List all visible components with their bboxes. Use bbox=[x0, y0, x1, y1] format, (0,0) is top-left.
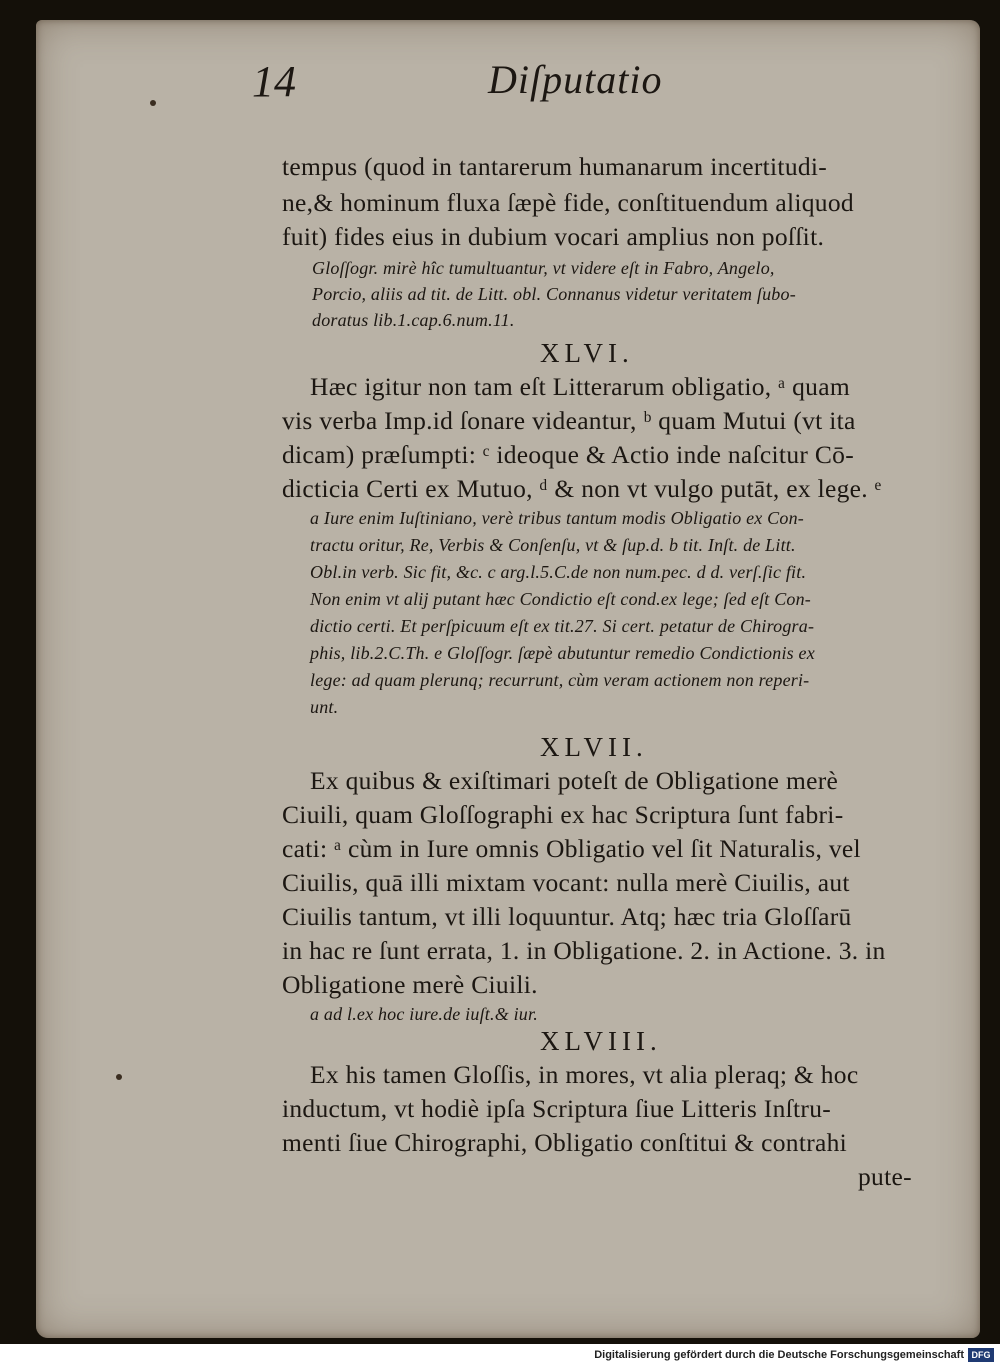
text-line: Ciuili, quam Gloſſographi ex hac Scriptura ſunt fabri- bbox=[282, 800, 844, 829]
footnote-line: a Iure enim Iuſtiniano, verè tribus tantum modis Obligatio ex Con- bbox=[310, 508, 804, 528]
text-line: Ciuilis, quā illi mixtam vocant: nulla merè Ciuilis, aut bbox=[282, 868, 850, 897]
text-line: dicticia Certi ex Mutuo, ᵈ & non vt vulgo putāt, ex lege. ᵉ bbox=[282, 474, 882, 503]
text-line: Ex his tamen Gloſſis, in mores, vt alia pleraq; & hoc bbox=[310, 1060, 859, 1089]
text-line: fuit) fides eius in dubium vocari amplius non poſſit. bbox=[282, 222, 825, 251]
footnote-line: tractu oritur, Re, Verbis & Conſenſu, vt & ſup.d. b tit. Inſt. de Litt. bbox=[310, 535, 796, 555]
footnote-line: doratus lib.1.cap.6.num.11. bbox=[312, 310, 515, 330]
footnote-line: dictio certi. Et perſpicuum eſt ex tit.27. Si cert. petatur de Chirogra- bbox=[310, 616, 815, 636]
catchword: pute- bbox=[858, 1162, 912, 1191]
footnote-line: Non enim vt alij putant hæc Condictio eſt cond.ex lege; ſed eſt Con- bbox=[310, 589, 811, 609]
text-line: tempus (quod in tantarerum humanarum incertitudi- bbox=[282, 152, 828, 181]
text-line: Ciuilis tantum, vt illi loquuntur. Atq; hæc tria Gloſſarū bbox=[282, 902, 852, 931]
text-line: dicam) præſumpti: ᶜ ideoque & Actio inde naſcitur Cō- bbox=[282, 440, 854, 469]
footnote-line: Obl.in verb. Sic fit, &c. c arg.l.5.C.de non num.pec. d d. verſ.ſic fit. bbox=[310, 562, 807, 582]
text-line: in hac re ſunt errata, 1. in Obligatione. 2. in Actione. 3. in bbox=[282, 936, 886, 965]
footnote-line: lege: ad quam plerunq; recurrunt, cùm veram actionem non reperi- bbox=[310, 670, 810, 690]
section-heading: XLVI. bbox=[540, 338, 634, 368]
text-line: inductum, vt hodiè ipſa Scriptura ſiue Litteris Inſtru- bbox=[282, 1094, 832, 1123]
footnote-line: Gloſſogr. mirè hîc tumultuantur, vt videre eſt in Fabro, Angelo, bbox=[312, 258, 775, 278]
section-heading: XLVII. bbox=[540, 732, 648, 762]
footnote-line: Porcio, aliis ad tit. de Litt. obl. Connanus videtur veritatem ſubo- bbox=[312, 284, 796, 304]
section-heading: XLVIII. bbox=[540, 1026, 662, 1056]
page-number: 14 bbox=[252, 57, 296, 106]
footnote-line: a ad l.ex hoc iure.de iuſt.& iur. bbox=[310, 1004, 538, 1024]
footnote-line: phis, lib.2.C.Th. e Gloſſogr. ſæpè abutuntur remedio Condictionis ex bbox=[310, 643, 815, 663]
text-line: menti ſiue Chirographi, Obligatio conſtitui & contrahi bbox=[282, 1128, 848, 1157]
running-title: Diſputatio bbox=[488, 57, 663, 102]
text-line: ne,& hominum fluxa ſæpè fide, conſtituendum aliquod bbox=[282, 188, 854, 217]
text-line: vis verba Imp.id ſonare videantur, ᵇ quam Mutui (vt ita bbox=[282, 406, 856, 435]
dfg-logo: DFG bbox=[968, 1348, 994, 1362]
text-line: Hæc igitur non tam eſt Litterarum obligatio, ᵃ quam bbox=[310, 372, 850, 401]
footer-credit: Digitalisierung gefördert durch die Deutsche Forschungsgemeinschaft bbox=[594, 1349, 964, 1361]
footnote-line: unt. bbox=[310, 697, 339, 717]
text-line: Ex quibus & exiſtimari poteſt de Obligatione merè bbox=[310, 766, 839, 795]
text-line: cati: ᵃ cùm in Iure omnis Obligatio vel ſit Naturalis, vel bbox=[282, 834, 861, 863]
text-line: Obligatione merè Ciuili. bbox=[282, 970, 538, 999]
digitization-footer bbox=[0, 1344, 1000, 1366]
